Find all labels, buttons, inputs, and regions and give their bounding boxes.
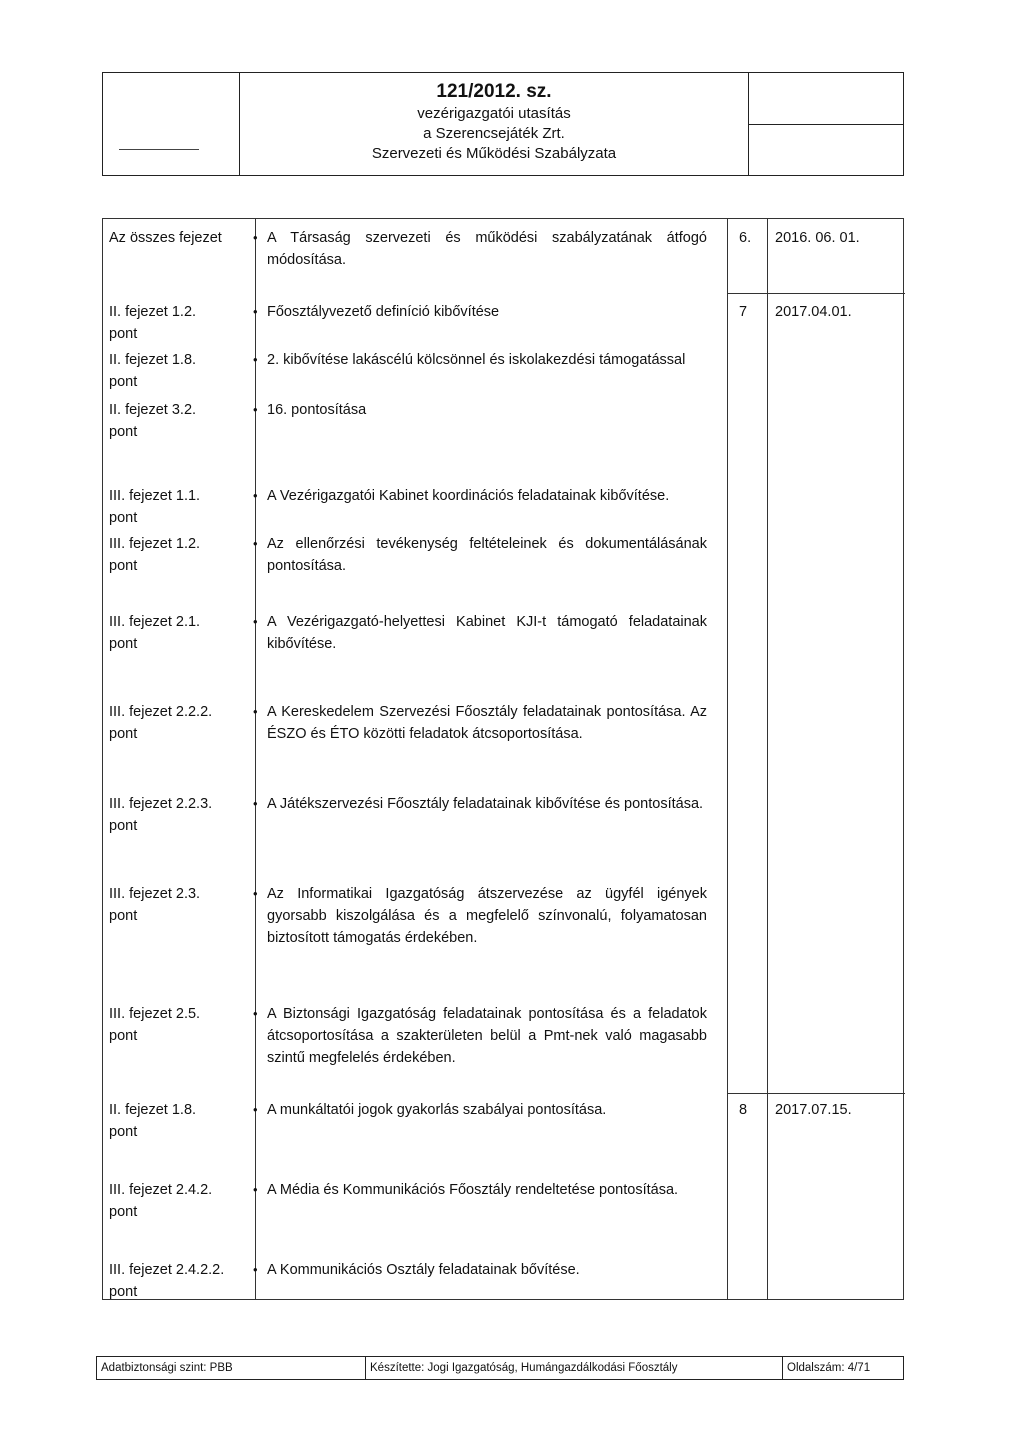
chapter-ref-suffix: pont bbox=[109, 818, 138, 834]
chapter-ref-suffix: pont bbox=[109, 374, 138, 390]
description-text: A Biztonsági Igazgatóság feladatainak pontosítása és a feladatok átcsoportosítása a szakterületen belül a Pmt-nek való magasabb szintű megfelelés érdekében. bbox=[267, 1006, 707, 1066]
row-chapter bbox=[109, 793, 249, 837]
bullet-icon: • bbox=[253, 488, 258, 503]
bullet-icon: • bbox=[253, 1262, 258, 1277]
description-text: A Média és Kommunikációs Főosztály rendeltetése pontosítása. bbox=[267, 1182, 679, 1198]
chapter-ref: III. fejezet 2.2.2. bbox=[109, 704, 213, 720]
row-chapter bbox=[109, 1003, 249, 1047]
row-description bbox=[253, 533, 707, 577]
bullet-icon: • bbox=[253, 614, 258, 629]
footer-security-level: Adatbiztonsági szint: PBB bbox=[97, 1357, 366, 1379]
amendment-table bbox=[102, 218, 904, 1300]
bullet-icon: • bbox=[253, 1102, 258, 1117]
row-date: 2016. 06. 01. bbox=[775, 230, 860, 246]
logo-cell bbox=[103, 73, 240, 175]
chapter-ref: III. fejezet 2.2.3. bbox=[109, 796, 213, 812]
description-text: A Társaság szervezeti és működési szabályzatának átfogó módosítása. bbox=[267, 230, 707, 268]
row-divider bbox=[727, 1093, 905, 1094]
bullet-icon: • bbox=[253, 402, 258, 417]
description-text: 2. kibővítése lakáscélú kölcsönnel és iskolakezdési támogatással bbox=[267, 352, 686, 368]
column-divider bbox=[255, 219, 256, 1299]
bullet-icon: • bbox=[253, 704, 258, 719]
row-description bbox=[253, 1179, 707, 1201]
header-title-cell bbox=[240, 73, 749, 175]
row-chapter bbox=[109, 1179, 249, 1223]
footer-author: Készítette: Jogi Igazgatóság, Humángazdálkodási Főosztály bbox=[366, 1357, 783, 1379]
chapter-ref-suffix: pont bbox=[109, 326, 138, 342]
chapter-ref: III. fejezet 2.1. bbox=[109, 614, 201, 630]
row-chapter bbox=[109, 883, 249, 927]
row-chapter bbox=[109, 349, 249, 393]
chapter-ref-suffix: pont bbox=[109, 1204, 138, 1220]
chapter-ref-suffix: pont bbox=[109, 726, 138, 742]
chapter-ref: II. fejezet 1.8. bbox=[109, 352, 197, 368]
chapter-ref-suffix: pont bbox=[109, 908, 138, 924]
description-text: A Kommunikációs Osztály feladatainak bővítése. bbox=[267, 1262, 580, 1278]
row-chapter bbox=[109, 701, 249, 745]
row-divider bbox=[727, 293, 905, 294]
row-version: 8 bbox=[739, 1102, 748, 1118]
row-version: 7 bbox=[739, 304, 748, 320]
chapter-ref: II. fejezet 3.2. bbox=[109, 402, 197, 418]
description-text: Az ellenőrzési tevékenység feltételeinek és dokumentálásának pontosítása. bbox=[267, 536, 707, 574]
row-description bbox=[253, 793, 707, 815]
row-description bbox=[253, 1099, 707, 1121]
chapter-ref-suffix: pont bbox=[109, 636, 138, 652]
document-header bbox=[102, 72, 904, 176]
description-text: A Vezérigazgatói Kabinet koordinációs feladatainak kibővítése. bbox=[267, 488, 670, 504]
description-text: Az Informatikai Igazgatóság átszervezése az ügyfél igények gyorsabb kiszolgálása és a megfelelő színvonalú, folyamatosan biztosított támogatás érdekében. bbox=[267, 886, 707, 946]
bullet-icon: • bbox=[253, 536, 258, 551]
footer-page-number: Oldalszám: 4/71 bbox=[787, 1362, 871, 1374]
row-description bbox=[253, 701, 707, 745]
row-description bbox=[253, 883, 707, 949]
row-version: 6. bbox=[739, 230, 752, 246]
description-text: A Kereskedelem Szervezési Főosztály feladatainak pontosítása. Az ÉSZO és ÉTO közötti feladatok átcsoportosítása. bbox=[267, 704, 707, 742]
row-description bbox=[253, 227, 707, 271]
chapter-ref: II. fejezet 1.2. bbox=[109, 304, 197, 320]
chapter-ref: II. fejezet 1.8. bbox=[109, 1102, 197, 1118]
bullet-icon: • bbox=[253, 886, 258, 901]
description-text: A Játékszervezési Főosztály feladatainak kibővítése és pontosítása. bbox=[267, 796, 704, 812]
row-chapter bbox=[109, 301, 249, 345]
chapter-ref: III. fejezet 1.2. bbox=[109, 536, 201, 552]
chapter-ref: III. fejezet 2.5. bbox=[109, 1006, 201, 1022]
chapter-ref: Az összes fejezet bbox=[109, 230, 222, 246]
description-text: A munkáltatói jogok gyakorlás szabályai pontosítása. bbox=[267, 1102, 607, 1118]
chapter-ref-suffix: pont bbox=[109, 1028, 138, 1044]
bullet-icon: • bbox=[253, 304, 258, 319]
row-chapter bbox=[109, 533, 249, 577]
description-text: 16. pontosítása bbox=[267, 402, 367, 418]
chapter-ref-suffix: pont bbox=[109, 558, 138, 574]
header-line-2: a Szerencsejáték Zrt. bbox=[423, 125, 565, 142]
bullet-icon: • bbox=[253, 352, 258, 367]
bullet-icon: • bbox=[253, 230, 258, 245]
header-right-cells bbox=[749, 73, 903, 175]
header-line-1: vezérigazgatói utasítás bbox=[417, 105, 571, 122]
bullet-icon: • bbox=[253, 796, 258, 811]
chapter-ref: III. fejezet 2.3. bbox=[109, 886, 201, 902]
chapter-ref-suffix: pont bbox=[109, 1124, 138, 1140]
row-description bbox=[253, 301, 707, 323]
row-chapter bbox=[109, 611, 249, 655]
row-chapter bbox=[109, 399, 249, 443]
header-line-3: Szervezeti és Működési Szabályzata bbox=[371, 145, 617, 162]
column-divider bbox=[727, 219, 728, 1299]
document-footer bbox=[96, 1356, 904, 1380]
description-text: A Vezérigazgató-helyettesi Kabinet KJI-t támogató feladatainak kibővítése. bbox=[267, 614, 707, 652]
row-date: 2017.04.01. bbox=[775, 304, 852, 320]
chapter-ref-suffix: pont bbox=[109, 424, 138, 440]
bullet-icon: • bbox=[253, 1182, 258, 1197]
chapter-ref-suffix: pont bbox=[109, 510, 138, 526]
chapter-ref-suffix: pont bbox=[109, 1284, 138, 1300]
row-description bbox=[253, 399, 707, 421]
header-right-bottom bbox=[749, 125, 903, 176]
column-divider bbox=[767, 219, 768, 1299]
chapter-ref: III. fejezet 2.4.2.2. bbox=[109, 1262, 225, 1278]
row-chapter bbox=[109, 227, 249, 249]
description-text: Főosztályvezető definíció kibővítése bbox=[267, 304, 500, 320]
row-description bbox=[253, 349, 707, 371]
chapter-ref: III. fejezet 1.1. bbox=[109, 488, 201, 504]
row-description bbox=[253, 1003, 707, 1069]
row-description bbox=[253, 1259, 707, 1281]
regulation-number: 121/2012. sz. bbox=[436, 81, 552, 102]
row-description bbox=[253, 485, 707, 507]
row-chapter bbox=[109, 485, 249, 529]
row-date: 2017.07.15. bbox=[775, 1102, 852, 1118]
bullet-icon: • bbox=[253, 1006, 258, 1021]
row-chapter bbox=[109, 1099, 249, 1143]
logo-line bbox=[119, 149, 199, 150]
header-right-top bbox=[749, 73, 903, 125]
chapter-ref: III. fejezet 2.4.2. bbox=[109, 1182, 213, 1198]
row-description bbox=[253, 611, 707, 655]
row-chapter bbox=[109, 1259, 249, 1303]
